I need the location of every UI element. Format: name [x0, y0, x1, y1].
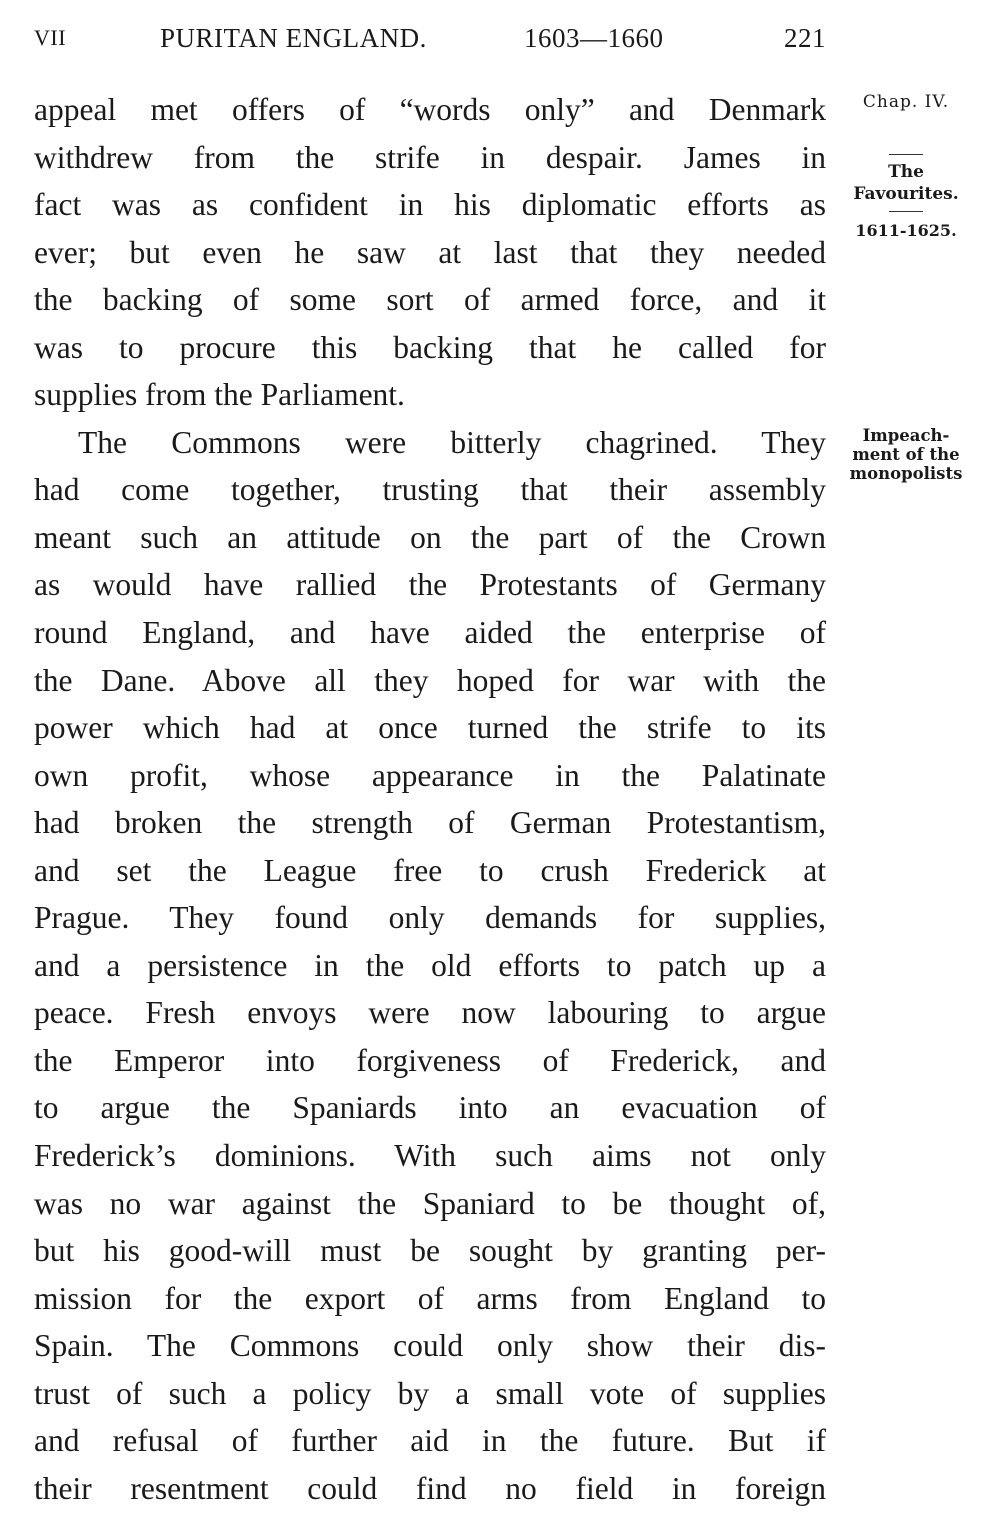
- divider-rule: [889, 211, 923, 212]
- text-line: to argue the Spaniards into an evacuation of: [34, 1090, 826, 1126]
- text-line: round England, and have aided the enterprise of: [34, 615, 826, 651]
- margin-heading-line1: The: [888, 162, 924, 182]
- text-line: fact was as confident in his diplomatic efforts as: [34, 187, 826, 223]
- page-number: 221: [784, 23, 826, 53]
- text-line: and refusal of further aid in the future. But if: [34, 1423, 826, 1459]
- margin-heading-line2: Favourites.: [853, 184, 959, 204]
- divider-rule: [889, 154, 923, 155]
- paragraph-start-line: The Commons were bitterly chagrined. They: [78, 424, 826, 460]
- body-text: [34, 86, 826, 1512]
- text-line: appeal met offers of “words only” and Denmark: [34, 92, 826, 127]
- margin-chapter-label: [836, 92, 976, 112]
- text-line: ever; but even he saw at last that they needed: [34, 234, 826, 270]
- text-line: but his good-will must be sought by granting per-: [34, 1233, 826, 1269]
- text-line: was no war against the Spaniard to be thought of,: [34, 1185, 826, 1221]
- text-line: supplies from the Parliament.: [34, 377, 405, 413]
- text-line: the Dane. Above all they hoped for war with the: [34, 662, 826, 698]
- margin-note-line3: monopolists: [849, 464, 963, 483]
- header-dates: 1603—1660: [524, 23, 664, 53]
- text-line: Prague. They found only demands for supplies,: [34, 900, 826, 936]
- text-line: and set the League free to crush Frederick at: [34, 852, 826, 888]
- text-line: power which had at once turned the strife to its: [34, 710, 826, 746]
- text-line: meant such an attitude on the part of the Crown: [34, 519, 826, 555]
- book-title: PURITAN ENGLAND.: [160, 23, 427, 53]
- text-line: Frederick’s dominions. With such aims not only: [34, 1138, 826, 1174]
- text-line: as would have rallied the Protestants of Germany: [34, 567, 826, 603]
- margin-dates: 1611-1625.: [855, 221, 957, 240]
- margin-note-line2: ment of the: [852, 445, 960, 464]
- margin-note-impeachment: [836, 426, 976, 483]
- text-line: trust of such a policy by a small vote of supplies: [34, 1375, 826, 1411]
- text-line: was to procure this backing that he called for: [34, 329, 826, 365]
- text-line: had come together, trusting that their assembly: [34, 472, 826, 508]
- chapter-label: Chap. IV.: [862, 92, 950, 112]
- text-line: their resentment could find no field in foreign: [34, 1470, 826, 1506]
- text-line: own profit, whose appearance in the Palatinate: [34, 757, 826, 793]
- text-line: peace. Fresh envoys were now labouring to argue: [34, 995, 826, 1031]
- text-line: had broken the strength of German Protestantism,: [34, 805, 826, 841]
- margin-chapter-heading: [836, 148, 976, 242]
- text-line: the Emperor into forgiveness of Frederick, and: [34, 1042, 826, 1078]
- running-head: [34, 18, 826, 58]
- text-line: and a persistence in the old efforts to patch up a: [34, 947, 826, 983]
- text-line: the backing of some sort of armed force, and it: [34, 282, 826, 318]
- section-number: VII: [34, 25, 67, 50]
- text-line: Spain. The Commons could only show their dis-: [34, 1328, 826, 1364]
- margin-note-line1: Impeach-: [862, 426, 950, 445]
- text-line: mission for the export of arms from England to: [34, 1280, 826, 1316]
- text-line: withdrew from the strife in despair. James in: [34, 139, 826, 175]
